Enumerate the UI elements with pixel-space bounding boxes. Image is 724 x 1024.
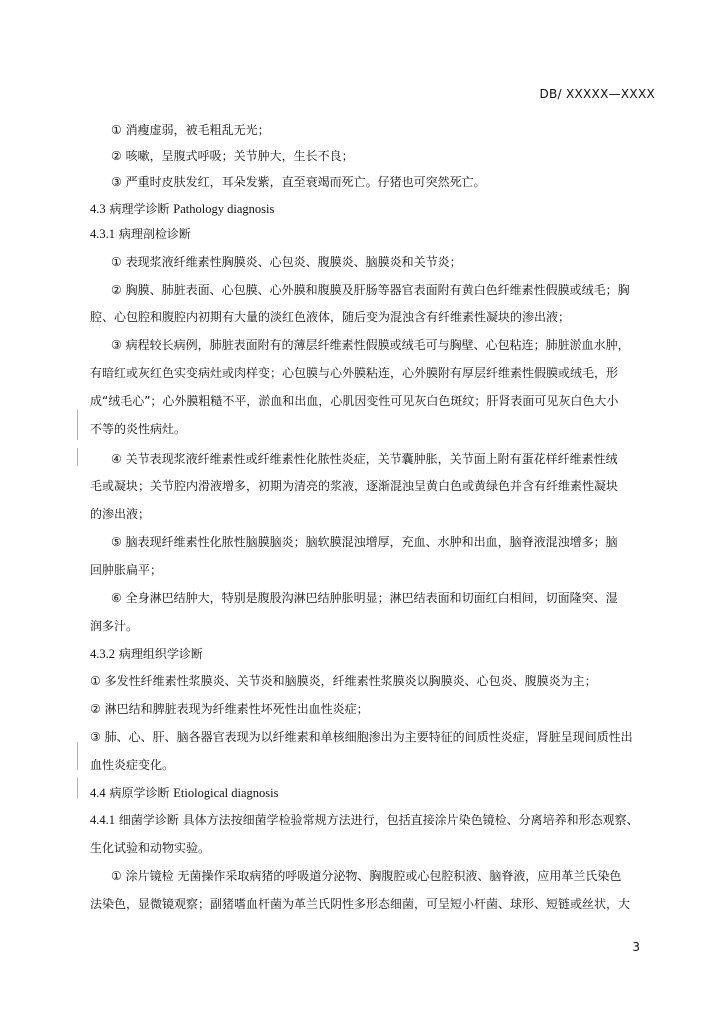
paragraph-line: ⑥ 全身淋巴结肿大，特别是腹股沟淋巴结肿胀明显；淋巴结表面和切面红白相间，切面隆突、湿: [111, 591, 618, 605]
section-title: 病原学诊断: [109, 786, 170, 800]
section-heading-4-4: [90, 785, 279, 801]
revision-margin-mark: [77, 448, 78, 466]
section-heading-4-3-2: [90, 646, 203, 662]
section-heading-4-4-1: [90, 812, 639, 828]
paragraph-line: 毛或凝块；关节腔内滑液增多，初期为清亮的浆液，逐渐混浊呈黄白色或黄绿色并含有纤维素性凝块: [90, 479, 619, 493]
paragraph-line: ④ 关节表现浆液纤维素性或纤维素性化脓性炎症，关节囊肿胀，关节面上附有蛋花样纤维素性绒: [111, 452, 618, 466]
paragraph-line: 润多汁。: [90, 619, 139, 633]
paragraph-line: ① 多发性纤维素性浆膜炎、关节炎和脑膜炎，纤维素性浆膜炎以胸膜炎、心包炎、腹膜炎为主；: [90, 674, 597, 688]
section-number: 4.3.2: [90, 647, 115, 661]
section-title-en: Pathology diagnosis: [173, 202, 275, 216]
paragraph-line: 回肿胀扁平；: [90, 563, 163, 577]
revision-margin-mark: [77, 742, 78, 770]
section-title: 病理剖检诊断: [118, 227, 191, 241]
paragraph-line: ③ 严重时皮肤发红，耳朵发紫，直至衰竭而死亡。仔猪也可突然死亡。: [111, 175, 486, 189]
revision-margin-mark: [77, 778, 78, 798]
paragraph-line: ③ 病程较长病例，肺脏表面附有的薄层纤维素性假膜或绒毛可与胸壁、心包粘连；肺脏淤血水肿，: [111, 338, 630, 352]
document-code: DB/ XXXXX—XXXX: [539, 87, 655, 101]
section-heading-4-3-1: [90, 226, 191, 242]
section-number: 4.4.1: [90, 813, 115, 827]
paragraph-line: ① 涂片镜检 无菌操作采取病猪的呼吸道分泌物、胸腹腔或心包腔积液、脑脊液，应用革兰氏染色: [111, 869, 622, 883]
section-title-en: Etiological diagnosis: [173, 786, 279, 800]
section-number: 4.3: [90, 202, 106, 216]
section-title: 病理学诊断: [109, 202, 170, 216]
paragraph-line: ② 咳嗽，呈腹式呼吸；关节肿大，生长不良；: [111, 149, 354, 163]
paragraph-line: 生化试验和动物实验。: [90, 841, 211, 855]
section-number: 4.3.1: [90, 227, 115, 241]
section-title: 病理组织学诊断: [118, 647, 203, 661]
revision-margin-mark: [77, 410, 78, 440]
paragraph-line: 腔、心包腔和腹腔内初期有大量的淡红色液体，随后变为混浊含有纤维素性凝块的渗出液；: [90, 310, 571, 324]
page-number: 3: [632, 940, 640, 954]
paragraph-line: 法染色，显微镜观察；副猪嗜血杆菌为革兰氏阴性多形态细菌，可呈短小杆菌、球形、短链或丝状，大: [90, 897, 631, 911]
paragraph-line: ③ 肺、心、肝、脑各器官表现为以纤维素和单核细胞渗出为主要特征的间质性炎症，肾脏呈现间质性出: [90, 730, 633, 744]
section-number: 4.4: [90, 786, 106, 800]
paragraph-line: 有暗红或灰红色实变病灶或肉样变；心包膜与心外膜粘连，心外膜附有厚层纤维素性假膜或绒毛，形: [90, 366, 619, 380]
paragraph-line: 血性炎症变化。: [90, 758, 175, 772]
section-heading-4-3: [90, 201, 274, 217]
paragraph-line: ② 胸膜、肺脏表面、心包膜、心外膜和腹膜及肝肠等器官表面附有黄白色纤维素性假膜或绒毛；胸: [111, 283, 630, 297]
section-text: 细菌学诊断 具体方法按细菌学检验常规方法进行，包括直接涂片染色镜检、分离培养和形态观察、: [118, 813, 639, 827]
paragraph-line: ⑤ 脑表现纤维素性化脓性脑膜脑炎；脑软膜混浊增厚，充血、水肿和出血，脑脊液混浊增多；脑: [111, 535, 618, 549]
paragraph-line: 成“绒毛心”；心外膜粗糙不平，淤血和出血，心肌因变性可见灰白色斑纹；肝肾表面可见灰白色大小: [90, 394, 619, 408]
paragraph-line: ② 淋巴结和脾脏表现为纤维素性坏死性出血性炎症；: [90, 702, 369, 716]
paragraph-line: 的渗出液；: [90, 507, 151, 521]
paragraph-line: 不等的炎性病灶。: [90, 422, 187, 436]
paragraph-line: ① 消瘦虚弱，被毛粗乱无光；: [111, 123, 270, 137]
paragraph-line: ① 表现浆液纤维素性胸膜炎、心包炎、腹膜炎、脑膜炎和关节炎；: [111, 255, 462, 269]
